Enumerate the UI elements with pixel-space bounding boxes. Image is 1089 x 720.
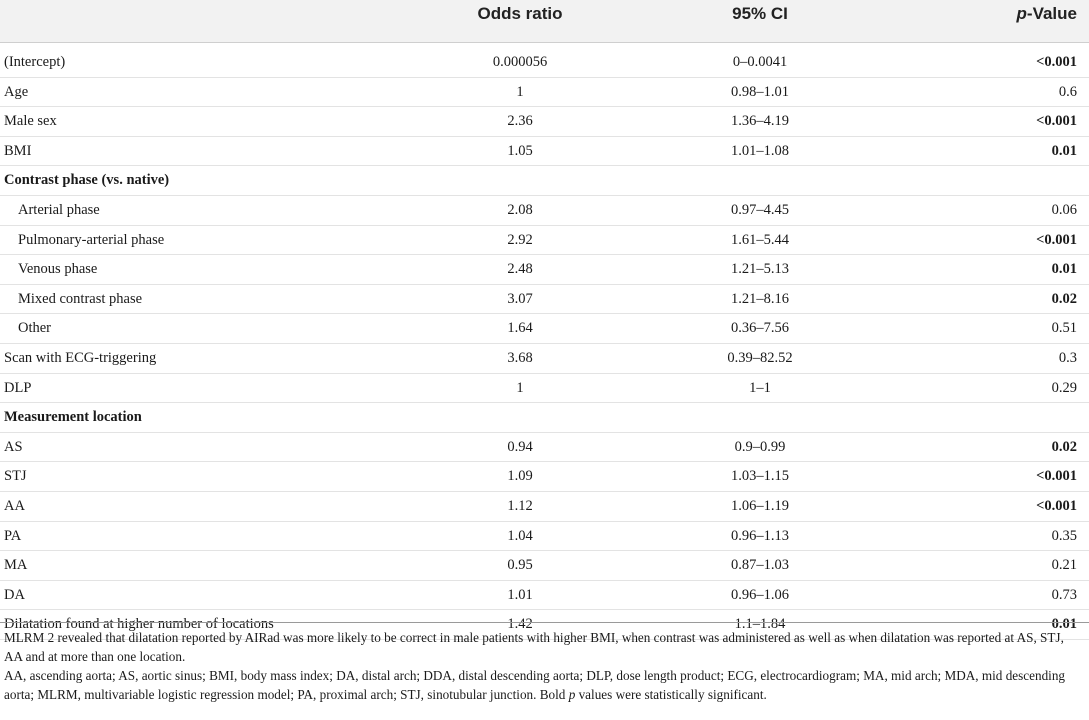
row-label: STJ	[4, 468, 27, 485]
row-label: AS	[4, 438, 23, 455]
ci-cell: 0.96–1.13	[731, 527, 789, 544]
table-row	[0, 255, 1089, 285]
p-value-cell: 0.51	[1051, 320, 1077, 337]
section-header-row	[0, 166, 1089, 196]
table-row	[0, 196, 1089, 226]
ci-cell: 0.36–7.56	[731, 320, 789, 337]
p-value-cell: 0.3	[1058, 349, 1077, 366]
column-header-p-value	[900, 0, 1077, 42]
ci-cell: 1.21–8.16	[731, 290, 789, 307]
ci-cell: 1.01–1.08	[731, 142, 789, 159]
p-value-cell: <0.001	[1036, 113, 1077, 130]
p-value-cell: 0.21	[1051, 557, 1077, 574]
column-header-ci: 95% CI	[732, 4, 788, 23]
ci-cell: 1–1	[749, 379, 771, 396]
ci-cell: 1.06–1.19	[731, 497, 789, 514]
row-label: Mixed contrast phase	[18, 290, 143, 307]
p-italic: p	[1016, 4, 1027, 23]
odds-ratio-cell: 3.07	[507, 290, 533, 307]
table-row	[0, 285, 1089, 315]
row-label: (Intercept)	[4, 54, 66, 70]
table-row	[0, 462, 1089, 492]
ci-cell: 0.97–4.45	[731, 201, 789, 218]
odds-ratio-cell: 3.68	[507, 349, 533, 366]
table-row	[0, 492, 1089, 522]
table-row	[0, 374, 1089, 404]
table-footnotes	[4, 628, 1084, 704]
odds-ratio-cell: 1.04	[507, 527, 533, 544]
p-value-cell: <0.001	[1036, 54, 1077, 70]
table-row	[0, 433, 1089, 463]
odds-ratio-cell: 1.12	[507, 497, 533, 514]
row-label: PA	[4, 527, 22, 544]
table-row	[0, 522, 1089, 552]
ci-cell: 1.1–1.84	[734, 616, 786, 633]
p-value-cell: 0.02	[1051, 290, 1077, 307]
table-row	[0, 581, 1089, 611]
p-value-cell: <0.001	[1036, 468, 1077, 485]
ci-cell: 0.96–1.06	[731, 586, 789, 603]
odds-ratio-cell: 1.01	[507, 586, 533, 603]
odds-ratio-cell: 1.64	[507, 320, 533, 337]
odds-ratio-cell: 2.92	[507, 231, 533, 248]
odds-ratio-cell: 0.000056	[492, 54, 548, 70]
p-value-cell: 0.01	[1051, 261, 1077, 278]
ci-cell: 0.9–0.99	[734, 438, 786, 455]
row-label: Male sex	[4, 113, 57, 130]
row-label: DLP	[4, 379, 32, 396]
p-value-cell: 0.29	[1051, 379, 1077, 396]
odds-ratio-cell: 2.36	[507, 113, 533, 130]
p-value-cell: 0.01	[1051, 142, 1077, 159]
odds-ratio-cell: 0.94	[507, 438, 533, 455]
footnote-abbreviations: AA, ascending aorta; AS, aortic sinus; BMI, body mass index; DA, distal arch; DDA, distal descending aorta; DLP, dose length product; ECG, electrocardiogram; MA, mid arch; MDA, mid descending aorta; MLRM, multivariable logistic regression model; PA, proximal arch; STJ, sinotubular junction. Bold p values were statistically significant.	[4, 668, 1066, 702]
table-row	[0, 137, 1089, 167]
column-header-odds-ratio: Odds ratio	[477, 4, 563, 23]
table-header	[0, 0, 1089, 43]
ci-cell: 1.36–4.19	[731, 113, 789, 130]
p-value-cell: 0.06	[1051, 201, 1077, 218]
ci-cell: 0–0.0041	[732, 54, 788, 70]
odds-ratio-cell: 2.48	[507, 261, 533, 278]
p-value-cell: 0.35	[1051, 527, 1077, 544]
p-value-suffix: -Value	[1026, 4, 1077, 23]
ci-cell: 1.61–5.44	[731, 231, 789, 248]
row-label: Pulmonary-arterial phase	[18, 231, 165, 248]
row-label: Other	[18, 320, 52, 337]
odds-ratio-cell: 1.42	[507, 616, 533, 633]
p-value-cell: <0.001	[1036, 231, 1077, 248]
p-value-cell: <0.001	[1036, 497, 1077, 514]
table-row	[0, 48, 1089, 78]
row-label: Scan with ECG-triggering	[4, 349, 157, 366]
odds-ratio-cell: 1	[516, 83, 524, 100]
row-label: Age	[4, 83, 29, 100]
table-body	[0, 48, 1089, 640]
table-row	[0, 551, 1089, 581]
section-header-row	[0, 403, 1089, 433]
table-row	[0, 344, 1089, 374]
odds-ratio-cell: 1.09	[507, 468, 533, 485]
table-row	[0, 78, 1089, 108]
table-row	[0, 226, 1089, 256]
row-label: Arterial phase	[18, 201, 100, 218]
table-row	[0, 314, 1089, 344]
odds-ratio-cell: 1	[516, 379, 524, 396]
row-label: Venous phase	[18, 261, 98, 278]
row-label: MA	[4, 557, 28, 574]
ci-cell: 1.21–5.13	[731, 261, 789, 278]
odds-ratio-cell: 2.08	[507, 201, 533, 218]
odds-ratio-cell: 1.05	[507, 142, 533, 159]
ci-cell: 0.98–1.01	[731, 83, 789, 100]
p-value-cell: 0.02	[1051, 438, 1077, 455]
odds-ratio-cell: 0.95	[507, 557, 533, 574]
ci-cell: 0.87–1.03	[731, 557, 789, 574]
table-bottom-rule	[0, 622, 1089, 623]
row-label: Contrast phase (vs. native)	[4, 172, 170, 189]
p-value-cell: 0.6	[1058, 83, 1077, 100]
footnote-summary: MLRM 2 revealed that dilatation reported by AIRad was more likely to be correct in male patients with higher BMI, when contrast was administered as well as when dilatation was reported at AS, STJ, AA and at more than one location.	[4, 630, 1064, 664]
row-label: DA	[4, 586, 25, 603]
row-label: Dilatation found at higher number of locations	[4, 616, 274, 633]
row-label: Measurement location	[4, 409, 142, 426]
p-value-cell: 0.01	[1051, 616, 1077, 633]
p-value-cell: 0.73	[1051, 586, 1077, 603]
row-label: AA	[4, 497, 25, 514]
ci-cell: 1.03–1.15	[731, 468, 789, 485]
table-row	[0, 107, 1089, 137]
row-label: BMI	[4, 142, 32, 159]
ci-cell: 0.39–82.52	[727, 349, 793, 366]
